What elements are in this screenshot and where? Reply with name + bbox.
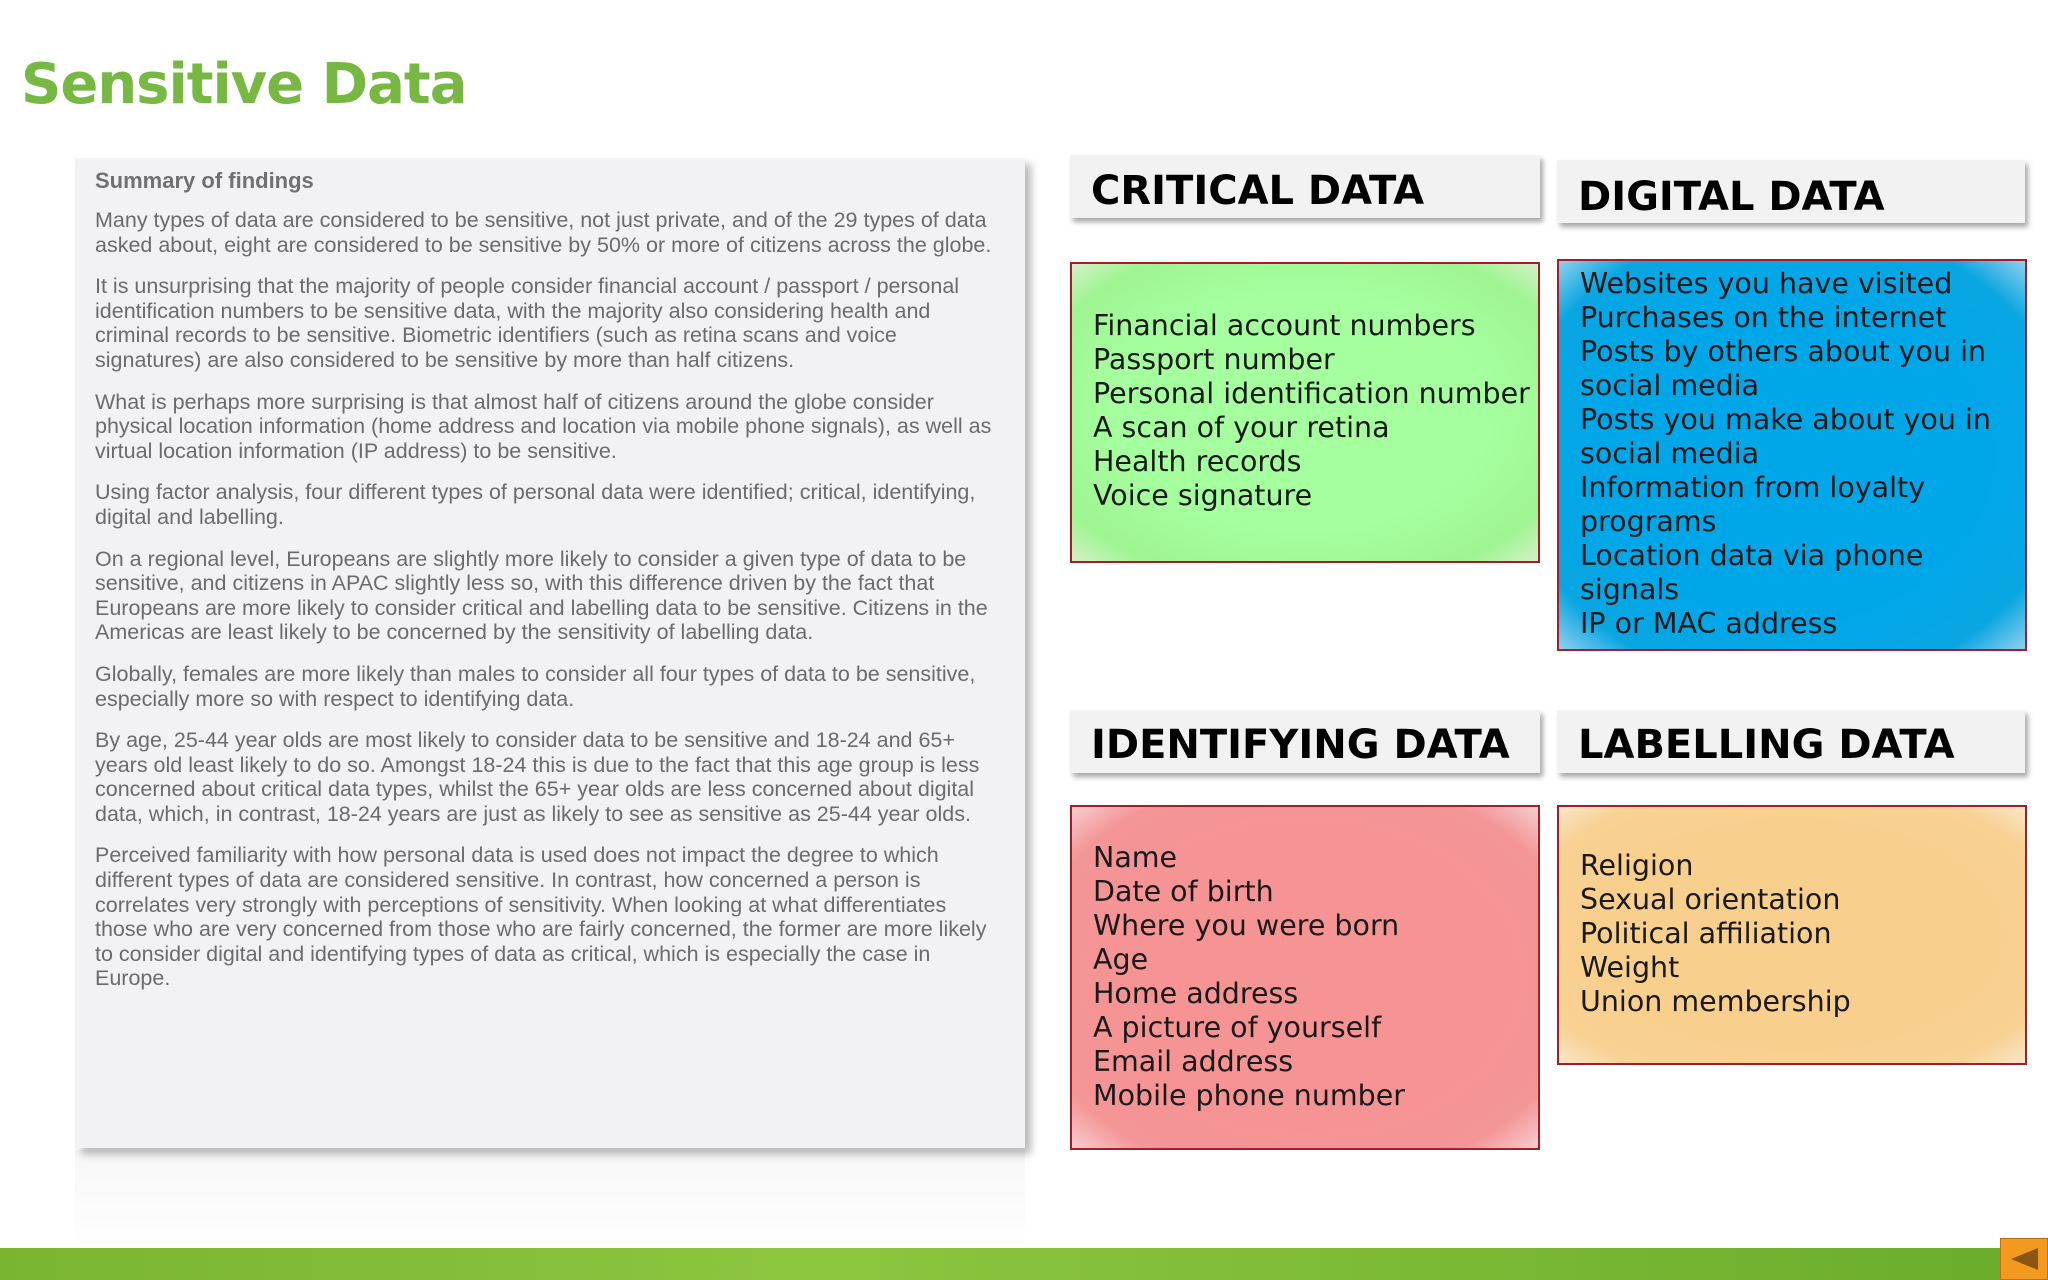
digital-data-item: Websites you have visited [1580, 267, 1953, 300]
summary-paragraph: Using factor analysis, four different types of personal data were identified; critical, identifying, digital and labelling. [95, 480, 976, 529]
summary-paragraph: By age, 25-44 year olds are most likely to consider data to be sensitive and 18-24 and 65+ years old least likely to do so. Amongst 18-24 this is due to the fact that this age group is less concerned about critical data types, whilst the 65+ year olds are less concerned about digital data, which, in contrast, 18-24 years are just as likely to see as sensitive as 25-44 year olds. [95, 728, 980, 826]
identifying-data-item: Mobile phone number [1093, 1079, 1406, 1112]
labelling-data-list [1580, 849, 2025, 1019]
identifying-data-item: Date of birth [1093, 875, 1274, 908]
identifying-data-item: Where you were born [1093, 909, 1400, 942]
digital-data-item: Purchases on the internet [1580, 301, 1947, 334]
summary-paragraph: What is perhaps more surprising is that almost half of citizens around the globe consider physical location information (home address and location via mobile phone signals), as well as virtual location information (IP address) to be sensitive. [95, 389, 992, 463]
digital-data-item: Information from loyalty programs [1580, 471, 1926, 538]
labelling-data-item: Sexual orientation [1580, 883, 1841, 916]
page-title: Sensitive Data [21, 52, 467, 117]
critical-data-item: Voice signature [1093, 479, 1313, 512]
critical-data-item: Passport number [1093, 343, 1335, 376]
triangle-left-icon [2007, 1246, 2041, 1272]
identifying-data-header [1070, 710, 1540, 773]
critical-data-list [1093, 309, 1538, 513]
critical-data-item: Personal identification number [1093, 377, 1530, 410]
footer-bar [0, 1248, 2048, 1280]
critical-data-title: CRITICAL DATA [1091, 168, 1425, 214]
labelling-data-box [1557, 805, 2027, 1065]
labelling-data-header [1557, 710, 2025, 773]
labelling-data-title: LABELLING DATA [1578, 722, 1955, 768]
digital-data-box [1557, 259, 2027, 651]
critical-data-item: Financial account numbers [1093, 309, 1476, 342]
summary-paragraph: Perceived familiarity with how personal data is used does not impact the degree to which different types of data are considered sensitive. In contrast, how concerned a person is correlates very strongly with perceptions of sensitivity. When looking at what differentiates those who are very concerned from those who are fairly concerned, the former are more likely to consider digital and identifying types of data as critical, which is especially the case in Europe. [95, 843, 987, 991]
identifying-data-item: A picture of yourself [1093, 1011, 1382, 1044]
summary-paragraph: On a regional level, Europeans are slightly more likely to consider a given type of data to be sensitive, and citizens in APAC slightly less so, with this difference driven by the fact that Europeans are more likely to consider critical and labelling data to be sensitive. Citizens in the Americas are least likely to be concerned by the sensitivity of labelling data. [95, 546, 988, 645]
summary-reflection [75, 1150, 1025, 1250]
identifying-data-list [1093, 841, 1538, 1113]
digital-data-item: Location data via phone signals [1580, 539, 1924, 606]
digital-data-title: DIGITAL DATA [1578, 174, 1885, 220]
summary-paragraph: Globally, females are more likely than males to consider all four types of data to be sensitive, especially more so with respect to identifying data. [95, 661, 976, 711]
identifying-data-box [1070, 805, 1540, 1150]
critical-data-item: A scan of your retina [1093, 411, 1390, 444]
critical-data-box [1070, 262, 1540, 563]
digital-data-item: Posts by others about you in social media [1580, 335, 1987, 402]
summary-heading: Summary of findings [95, 168, 314, 193]
digital-data-item: Posts you make about you in social media [1580, 403, 1991, 470]
labelling-data-item: Union membership [1580, 985, 1851, 1018]
summary-paragraph: Many types of data are considered to be sensitive, not just private, and of the 29 types of data asked about, eight are considered to be sensitive by 50% or more of citizens across the globe. [95, 208, 992, 257]
identifying-data-item: Home address [1093, 977, 1299, 1010]
identifying-data-title: IDENTIFYING DATA [1091, 722, 1510, 768]
back-button[interactable] [2000, 1238, 2048, 1280]
labelling-data-item: Political affiliation [1580, 917, 1832, 950]
identifying-data-item: Age [1093, 943, 1149, 976]
digital-data-item: IP or MAC address [1580, 607, 1838, 640]
digital-data-list [1580, 267, 2025, 641]
summary-panel [75, 158, 1025, 1148]
identifying-data-item: Email address [1093, 1045, 1294, 1078]
critical-data-header [1070, 155, 1540, 218]
identifying-data-item: Name [1093, 841, 1178, 874]
critical-data-item: Health records [1093, 445, 1302, 478]
labelling-data-item: Weight [1580, 951, 1680, 984]
digital-data-header [1557, 160, 2025, 223]
labelling-data-item: Religion [1580, 849, 1694, 882]
summary-paragraph: It is unsurprising that the majority of people consider financial account / passport / personal identification numbers to be sensitive data, with the majority also considering health and criminal records to be sensitive. Biometric identifiers (such as retina scans and voice signatures) are also considered to be sensitive by more than half citizens. [95, 274, 960, 372]
